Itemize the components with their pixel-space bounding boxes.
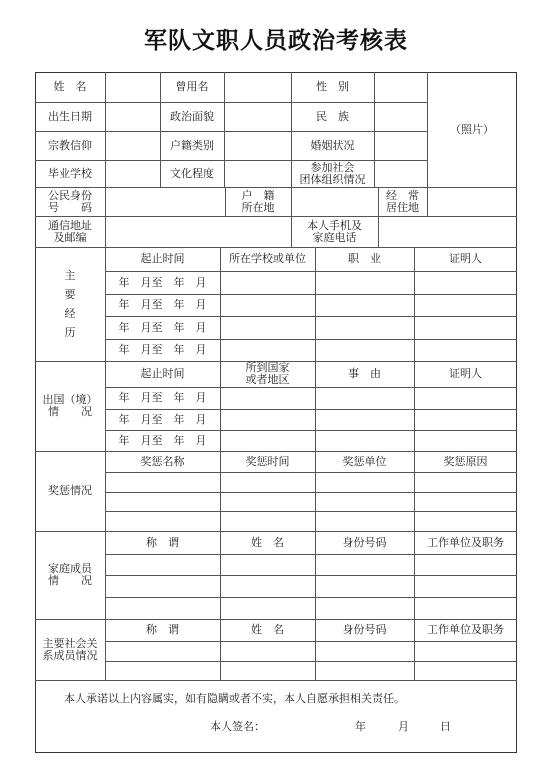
social-header-4: 工作单位及职务 — [427, 623, 504, 636]
basic-col-line — [105, 72, 106, 187]
abroad-header-3: 事 由 — [348, 367, 381, 380]
hukou-location-label: 户 籍 所在地 — [241, 188, 275, 214]
family-label: 家庭成员 情 况 — [48, 562, 92, 587]
rewards-row-line — [105, 511, 517, 512]
address-label: 通信地址 及邮编 — [48, 218, 92, 244]
vertical-label-char: 历 — [64, 326, 76, 339]
basic-col-line — [378, 216, 379, 247]
education-label: 文化程度 — [170, 166, 214, 180]
experience-header-2: 所在学校或单位 — [229, 252, 306, 265]
social-row-line — [105, 641, 517, 642]
form-title: 军队文职人员政治考核表 — [144, 28, 408, 54]
ethnicity-label: 民 族 — [316, 109, 349, 123]
abroad-period-row: 年 月至 年 月 — [118, 412, 207, 426]
social-bottom-line — [35, 680, 517, 681]
religion-label: 宗教信仰 — [48, 138, 92, 152]
vertical-label-char: 要 — [64, 288, 76, 301]
residence-label: 经 常 居住地 — [386, 188, 419, 214]
hukou-type-label: 户籍类别 — [170, 138, 214, 152]
sign-month-label: 月 — [398, 720, 409, 733]
basic-row-line — [35, 216, 517, 217]
family-row-line — [105, 575, 517, 576]
family-row-line — [105, 554, 517, 555]
experience-label — [35, 247, 105, 361]
abroad-period-row: 年 月至 年 月 — [118, 391, 207, 404]
sign-year-label: 年 — [355, 720, 366, 733]
phone-label: 本人手机及 家庭电话 — [307, 218, 362, 244]
social-header-time: 称 谓 — [146, 623, 179, 636]
gender-label: 性 别 — [316, 80, 349, 93]
abroad-header-time: 起止时间 — [140, 367, 185, 380]
rewards-row-line — [105, 492, 517, 493]
graduate-school-label: 毕业学校 — [48, 166, 92, 180]
family-header-4: 工作单位及职务 — [427, 535, 504, 549]
marital-status-label: 婚姻状况 — [310, 138, 355, 152]
basic-col-line — [105, 216, 106, 247]
declaration-statement: 本人承诺以上内容属实，如有隐瞒或者不实，本人自愿承担相关责任。 — [64, 692, 405, 705]
social-header-2: 姓 名 — [251, 623, 284, 636]
photo-placeholder: （照片） — [450, 122, 494, 136]
political-status-label: 政治面貌 — [170, 109, 214, 123]
experience-header-time: 起止时间 — [140, 252, 185, 265]
rewards-header-3: 奖惩单位 — [342, 454, 387, 468]
former-name-label: 曾用名 — [175, 80, 209, 93]
abroad-header-2: 所到国家 或者地区 — [245, 361, 290, 386]
rewards-header-2: 奖惩时间 — [245, 454, 290, 468]
family-header-3: 身份号码 — [342, 535, 387, 549]
rewards-label: 奖惩情况 — [48, 484, 92, 497]
sign-day-label: 日 — [440, 720, 451, 733]
vertical-label-char: 主 — [64, 269, 76, 282]
basic-col-line — [105, 187, 106, 216]
vertical-label-char: 经 — [64, 307, 76, 320]
social-orgs-label: 参加社会 团体组织情况 — [299, 160, 366, 186]
social-label: 主要社会关 系成员情况 — [42, 636, 98, 662]
name-label: 姓 名 — [53, 80, 87, 93]
rewards-header-4: 奖惩原因 — [443, 454, 488, 468]
abroad-period-row: 年 月至 年 月 — [118, 433, 207, 447]
basic-col-line — [374, 72, 375, 187]
social-row-line — [105, 661, 517, 662]
abroad-header-4: 证明人 — [449, 367, 482, 380]
abroad-label: 出国（境） 情 况 — [42, 393, 98, 418]
experience-period-row: 年 月至 年 月 — [118, 298, 207, 311]
basic-col-line — [427, 187, 428, 216]
family-header-2: 姓 名 — [251, 535, 284, 549]
social-header-3: 身份号码 — [342, 623, 387, 636]
basic-col-line — [224, 72, 225, 187]
rewards-header-time: 奖惩名称 — [140, 454, 185, 468]
experience-period-row: 年 月至 年 月 — [118, 275, 207, 289]
birth-date-label: 出生日期 — [48, 109, 92, 123]
experience-header-3: 职 业 — [348, 252, 381, 265]
family-row-line — [105, 597, 517, 598]
family-header-time: 称 谓 — [146, 535, 179, 549]
rewards-row-line — [105, 472, 517, 473]
signature-label: 本人签名： — [210, 720, 265, 733]
experience-period-row: 年 月至 年 月 — [118, 320, 207, 334]
basic-col-line — [291, 187, 292, 216]
id-number-label: 公民身份 号 码 — [48, 188, 92, 214]
experience-period-row: 年 月至 年 月 — [118, 343, 207, 356]
experience-header-4: 证明人 — [449, 252, 482, 265]
